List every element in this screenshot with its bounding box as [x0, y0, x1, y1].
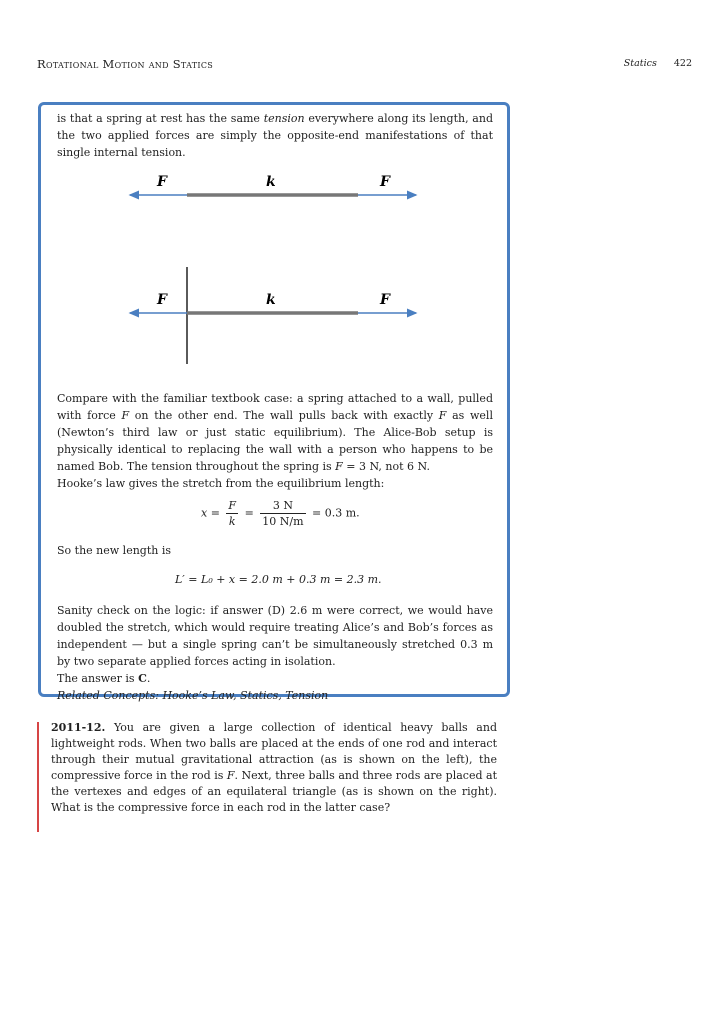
fraction-F-over-k: $\frac{F}{k}$: [228, 499, 237, 528]
page-number: 422: [673, 58, 692, 69]
problem-statement: 2011-12. You are given a large collection of identical heavy balls and lightweight rods. When two balls are placed at the ends of one rod and interact through their mutual gravitational attraction (as is shown on the left), the compressive force in the rod is F. Next, three balls and three rods are placed at the vertexes and edges of an equilateral triangle (as is shown on the right). What is the compressive force in each rod in the latter case?: [51, 721, 497, 814]
length-equation: L′ = L₀ + x = 2.0 m + 0.3 m = 2.3 m.: [175, 573, 382, 586]
related-concepts: Related Concepts: Hooke’s Law, Statics, Tension: [57, 689, 329, 702]
right-force-label: F: [380, 292, 390, 308]
solution-intro: is that a spring at rest has the same tension everywhere along its length, and the two applied forces are simply the opposite-end manifestations of that single internal tension.: [57, 112, 493, 159]
spring-constant-label: k: [266, 292, 276, 308]
stretch-equation: x = $\frac{F}{k}$ = $\frac{3 N}{10 N/m}$ = 0.3 m.: [201, 499, 360, 528]
emphasis-tension: tension: [263, 112, 305, 125]
spring-constant-label: k: [266, 174, 276, 190]
answer-letter: C: [138, 672, 147, 685]
problem-marker-bar: [37, 722, 39, 832]
left-force-label: F: [157, 174, 167, 190]
sanity-check-paragraph: Sanity check on the logic: if answer (D) 2.6 m were correct, we would have doubled the stretch, which would require treating Alice’s and Bob’s forces as independent — but a single spring can’t be simultaneously stretched 0.3 m by two separate applied forces acting in isolation. The answer is C. Related Concepts: Hooke’s Law, Statics, Tension: [57, 604, 493, 702]
spring-diagram-free: [120, 168, 430, 208]
left-force-label: F: [157, 292, 167, 308]
new-length-line: So the new length is: [57, 544, 171, 557]
chapter-title: Rotational Motion and Statics: [37, 57, 214, 71]
section-name: Statics: [623, 58, 657, 69]
answer-line: The answer is C.: [57, 672, 151, 685]
spring-diagram-wall: [120, 265, 430, 367]
comparison-paragraph: Compare with the familiar textbook case: a spring attached to a wall, pulled with force F on the other end. The wall pulls back with exactly F as well (Newton’s third law or just static equilibrium). The Alice-Bob setup is physically identical to replacing the wall with a person who happens to be named Bob. The tension throughout the spring is F = 3 N, not 6 N. Hooke’s law gives the stretch from the equilibrium length:: [57, 392, 493, 490]
page-header-right: [624, 58, 692, 69]
right-force-label: F: [380, 174, 390, 190]
hooke-line: Hooke’s law gives the stretch from the equilibrium length:: [57, 477, 385, 490]
problem-number: 2011-12.: [51, 721, 106, 734]
fraction-values: $\frac{3 N}{10 N/m}$: [262, 499, 304, 528]
